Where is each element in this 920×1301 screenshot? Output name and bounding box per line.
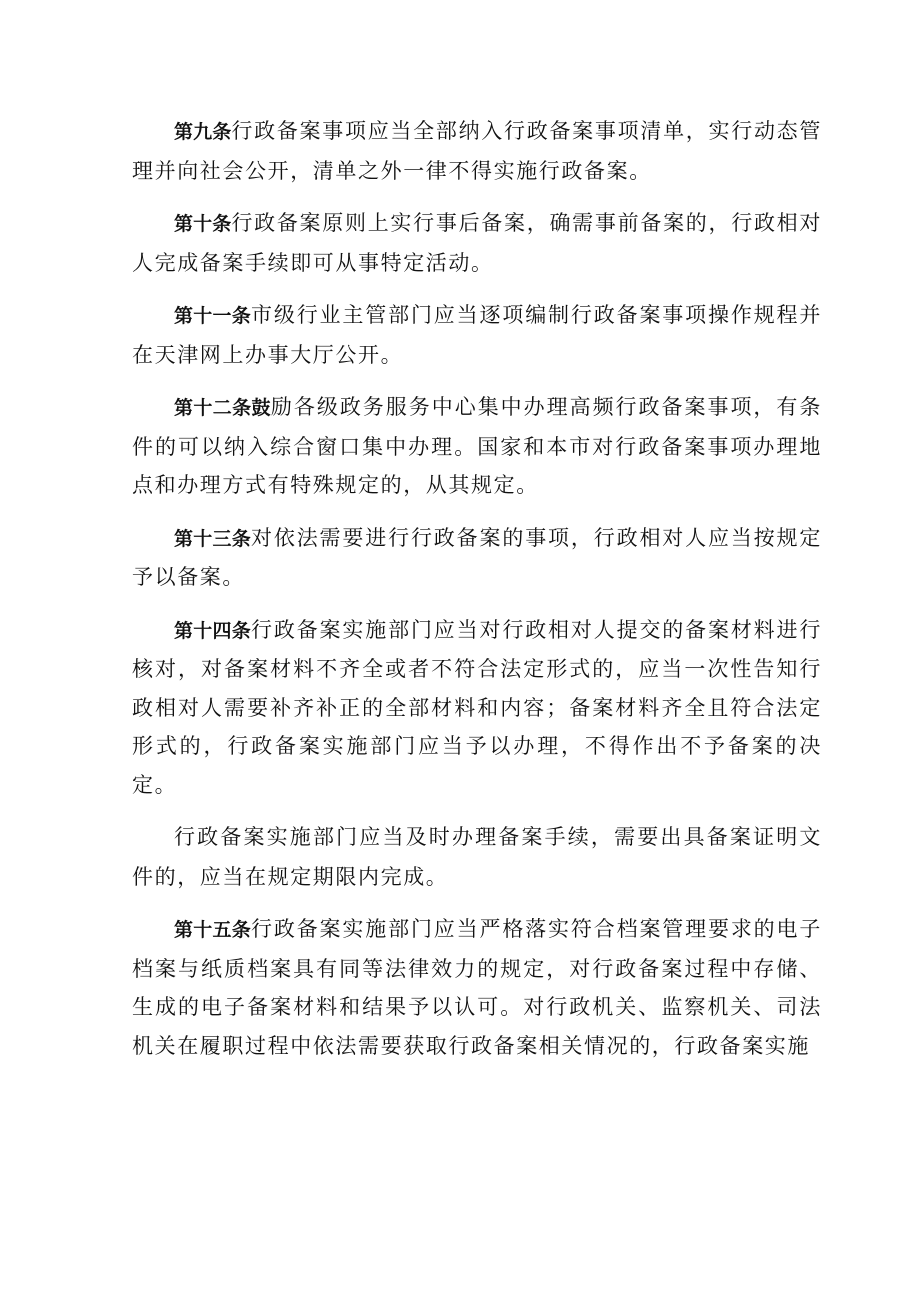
article-15	[132, 910, 822, 1065]
document-body	[132, 112, 822, 1079]
article-text: 励各级政务服务中心集中办理高频行政备案事项，有条件的可以纳入综合窗口集中办理。国家和本市对行政备案事项办理地点和办理方式有特殊规定的，从其规定。	[132, 395, 822, 497]
article-text: 行政备案实施部门应当及时办理备案手续，需要出具备案证明文件的，应当在规定期限内完成。	[132, 825, 822, 889]
article-10	[132, 204, 822, 282]
article-label: 第九条	[174, 121, 232, 143]
article-label: 第十条	[174, 213, 232, 235]
article-label: 第十五条	[174, 919, 251, 941]
article-label: 第十四条	[174, 619, 251, 642]
article-text: 行政备案实施部门应当严格落实符合档案管理要求的电子档案与纸质档案具有同等法律效力的规定，对行政备案过程中存储、生成的电子备案材料和结果予以认可。对行政机关、监察机关、司法机关在履职过程中依法需要获取行政备案相关情况的，行政备案实施	[132, 917, 822, 1058]
article-label: 第十三条	[174, 527, 251, 550]
article-text: 行政备案实施部门应当对行政相对人提交的备案材料进行核对，对备案材料不齐全或者不符合法定形式的，应当一次性告知行政相对人需要补齐补正的全部材料和内容；备案材料齐全且符合法定形式的，行政备案实施部门应当予以办理，不得作出不予备案的决定。	[132, 617, 822, 797]
article-text: 市级行业主管部门应当逐项编制行政备案事项操作规程并在天津网上办事大厅公开。	[132, 303, 822, 367]
article-text: 行政备案事项应当全部纳入行政备案事项清单，实行动态管理并向社会公开，清单之外一律不得实施行政备案。	[132, 119, 822, 183]
article-label: 第十二条鼓	[174, 397, 271, 419]
article-label: 第十一条	[174, 305, 251, 327]
article-12	[132, 388, 822, 505]
article-14-paragraph-2	[132, 818, 822, 896]
article-11	[132, 296, 822, 374]
article-9	[132, 112, 822, 190]
article-text: 对依法需要进行行政备案的事项，行政相对人应当按规定予以备案。	[132, 525, 822, 589]
article-14	[132, 611, 822, 805]
article-13	[132, 519, 822, 597]
article-text: 行政备案原则上实行事后备案，确需事前备案的，行政相对人完成备案手续即可从事特定活动。	[132, 211, 822, 275]
